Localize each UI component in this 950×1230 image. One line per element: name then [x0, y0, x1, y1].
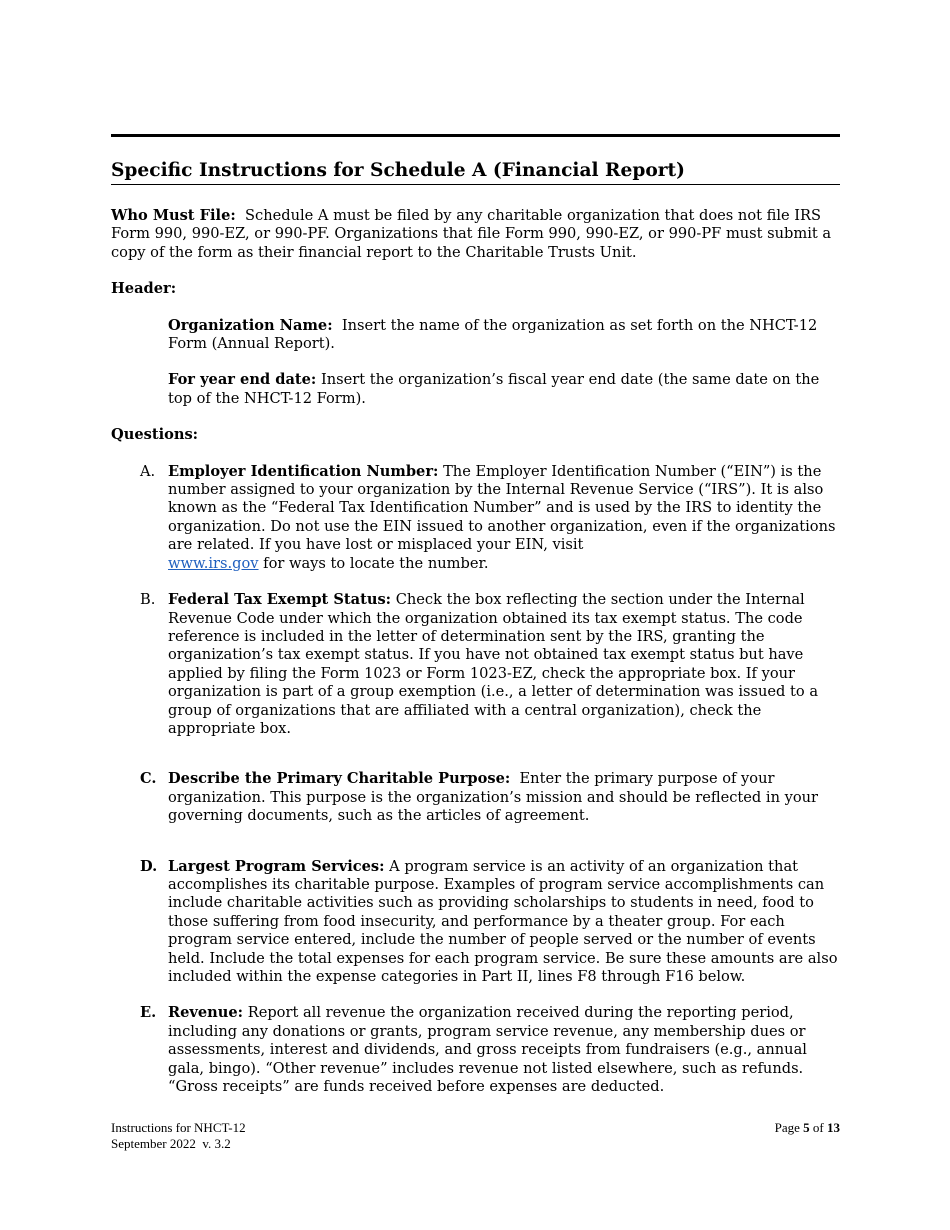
footer-doc-name: Instructions for NHCT-12 [111, 1120, 246, 1135]
question-b-label: Federal Tax Exempt Status: [168, 591, 392, 609]
question-b [111, 591, 840, 738]
top-rule [111, 134, 840, 137]
question-d-text: A program service is an activity of an organization that accomplishes its charitable purpose. Examples of program service accomplishments can include charitable activities such as providing scholarships to students in need, food to those suffering from food insecurity, and performance by a theater group. For each program service entered, include the number of people served or the number of events held. Include the total expenses for each program service. Be sure these amounts are also included within the expense categories in Part II, lines F8 through F16 below. [168, 857, 838, 985]
question-d [111, 858, 840, 987]
org-name-text: Insert the name of the organization as set forth on the NHCT-12 Form (Annual Report). [168, 316, 818, 353]
main-content [111, 134, 840, 1096]
question-e [111, 1004, 840, 1096]
who-must-file-text: Schedule A must be filed by any charitable organization that does not file IRS Form 990, 990-EZ, or 990-PF. Organizations that file Form 990, 990-EZ, or 990-PF must submit a copy of the form as their financial report to the Charitable Trusts Unit. [111, 207, 832, 261]
question-c-label: Describe the Primary Charitable Purpose: [168, 770, 511, 788]
question-a-text: The Employer Identification Number (“EIN”) is the number assigned to your organization by the Internal Revenue Service (“IRS”). It is also known as the “Federal Tax Identification Number” and is used by the IRS to identity the organization. Do not use the EIN issued to another organization, even if the organizations are related. If you have lost or misplaced your EIN, visit [168, 462, 836, 554]
org-name-paragraph [168, 317, 840, 354]
question-a-letter: A. [140, 462, 156, 480]
footer-page-total: 13 [827, 1120, 840, 1135]
who-must-file-label: Who Must File: [111, 207, 236, 224]
year-end-label: For year end date: [168, 371, 317, 389]
question-a-label: Employer Identification Number: [168, 462, 439, 480]
footer-left [111, 1120, 246, 1152]
question-e-letter: E. [140, 1004, 157, 1022]
question-d-label: Largest Program Services: [168, 857, 385, 875]
irs-link[interactable]: www.irs.gov [168, 554, 259, 572]
question-a-text-after: for ways to locate the number. [263, 554, 489, 572]
who-must-file-paragraph [111, 207, 840, 262]
page-title: Specific Instructions for Schedule A (Financial Report) [111, 159, 840, 185]
year-end-paragraph [168, 371, 840, 408]
year-end-text: Insert the organization’s fiscal year end date (the same date on the top of the NHCT-12 Form). [168, 371, 820, 407]
footer-page-current: 5 [803, 1120, 810, 1135]
question-a [111, 463, 840, 573]
org-name-label: Organization Name: [168, 316, 333, 334]
footer-page-number [775, 1120, 840, 1136]
header-heading: Header: [111, 280, 177, 298]
question-e-text: Report all revenue the organization received during the reporting period, including any donations or grants, program service revenue, any membership dues or assessments, interest and dividends, and gross receipts from fundraisers (e.g., annual gala, bingo). “Other revenue” includes revenue not listed elsewhere, such as refunds. “Gross receipts” are funds received before expenses are deducted. [168, 1004, 807, 1096]
question-c [111, 770, 840, 825]
questions-heading: Questions: [111, 426, 199, 444]
question-c-letter: C. [140, 770, 157, 788]
question-d-letter: D. [140, 857, 158, 875]
footer-page-of: of [812, 1120, 824, 1135]
question-b-letter: B. [140, 591, 156, 609]
question-e-label: Revenue: [168, 1004, 244, 1022]
footer-version: September 2022 v. 3.2 [111, 1136, 231, 1151]
footer-page-word: Page [774, 1120, 800, 1135]
question-b-text: Check the box reflecting the section under the Internal Revenue Code under which the organization obtained its tax exempt status. The code reference is included in the letter of determination sent by the IRS, granting the organization’s tax exempt status. If you have not obtained tax exempt status but have applied by filing the Form 1023 or Form 1023-EZ, check the appropriate box. If your organization is part of a group exemption (i.e., a letter of determination was issued to a group of organizations that are affiliated with a central organization), check the appropriate box. [168, 591, 819, 737]
question-c-text: Enter the primary purpose of your organization. This purpose is the organization’s mission and should be reflected in your governing documents, such as the articles of agreement. [168, 770, 819, 825]
